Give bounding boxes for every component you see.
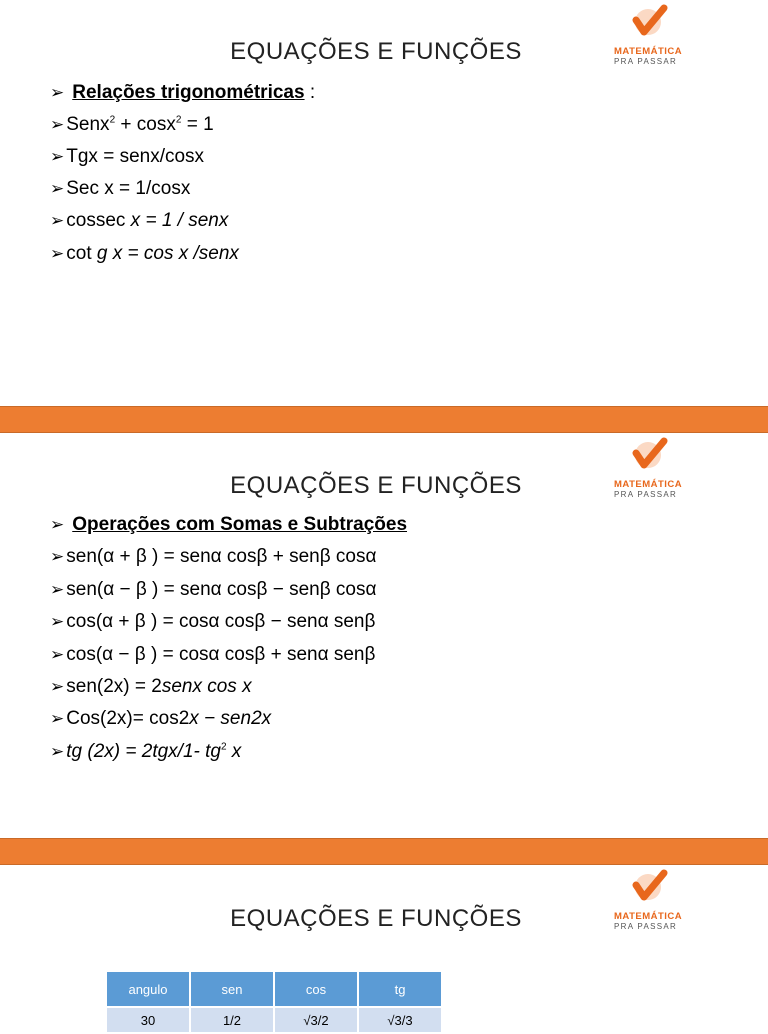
formula-italic: x = 1 / senx: [130, 210, 229, 231]
list-item: [50, 676, 252, 698]
logo-text-1: MATEMÁTICA: [614, 911, 683, 922]
arrow-bullet-icon: ➢: [50, 547, 65, 566]
column-header: tg: [359, 972, 441, 1006]
heading-text: Relações trigonométricas: [72, 82, 305, 103]
table-row: [107, 1008, 441, 1032]
list-item: [50, 210, 228, 232]
list-item: [50, 178, 190, 200]
formula-text: cos(α − β ) = cosα cosβ + senα senβ: [66, 644, 376, 665]
formula-italic: g x = cos x /senx: [96, 243, 239, 264]
arrow-bullet-icon: ➢: [50, 677, 65, 696]
slide-title: EQUAÇÕES E FUNÇÕES: [230, 905, 522, 932]
list-item: [50, 146, 204, 168]
heading-text: Operações com Somas e Subtrações: [72, 514, 408, 535]
formula-text: Cos(2x)= cos2: [66, 708, 190, 729]
logo: [606, 435, 698, 505]
column-header: angulo: [107, 972, 189, 1006]
formula-italic: tg (2x) = 2tgx/1- tg: [66, 741, 221, 762]
slide-title: EQUAÇÕES E FUNÇÕES: [230, 38, 522, 65]
slide-3: [0, 865, 768, 1028]
table-cell: √3/2: [275, 1008, 357, 1032]
formula-text: sen(α + β ) = senα cosβ + senβ cosα: [66, 546, 377, 567]
check-mark-icon: [606, 867, 698, 911]
superscript: 2: [109, 114, 116, 126]
formula-text: sen(α − β ) = senα cosβ − senβ cosα: [66, 579, 377, 600]
formula-text: Tgx = senx/cosx: [66, 146, 205, 167]
formula-text: cot: [66, 243, 97, 264]
formula-text: + cosx: [115, 114, 176, 135]
formula-text: sen(2x) = 2: [66, 676, 162, 697]
logo-text-2: PRA PASSAR: [614, 57, 678, 66]
heading-suffix: :: [304, 82, 316, 103]
arrow-bullet-icon: ➢: [50, 709, 65, 728]
heading-item: [50, 82, 315, 104]
list-item: [50, 611, 375, 633]
list-item: [50, 708, 271, 730]
formula-text: cossec: [66, 210, 131, 231]
formula-italic: x: [226, 741, 242, 762]
table-cell: √3/3: [359, 1008, 441, 1032]
logo: [606, 867, 698, 937]
table-cell: 30: [107, 1008, 189, 1032]
logo-text-2: PRA PASSAR: [614, 922, 678, 931]
formula-italic: x − sen2x: [189, 708, 272, 729]
arrow-bullet-icon: ➢: [50, 179, 65, 198]
logo-text-1: MATEMÁTICA: [614, 46, 683, 57]
formula-text: Sec x = 1/cosx: [66, 178, 191, 199]
heading-item: [50, 514, 407, 536]
slide-title: EQUAÇÕES E FUNÇÕES: [230, 472, 522, 499]
formula-text: Senx: [66, 114, 110, 135]
slide-divider: [0, 838, 768, 865]
logo: [606, 2, 698, 72]
arrow-bullet-icon: ➢: [50, 115, 65, 134]
arrow-bullet-icon: ➢: [50, 580, 65, 599]
list-item: [50, 243, 239, 265]
arrow-bullet-icon: ➢: [50, 147, 65, 166]
list-item: [50, 579, 376, 601]
slide-1: [0, 0, 768, 406]
logo-text-1: MATEMÁTICA: [614, 479, 683, 490]
table-header-row: [107, 972, 441, 1006]
slide-divider: [0, 406, 768, 433]
list-item: [50, 114, 214, 136]
arrow-bullet-icon: ➢: [50, 515, 65, 534]
logo-text-2: PRA PASSAR: [614, 490, 678, 499]
check-mark-icon: [606, 435, 698, 479]
column-header: cos: [275, 972, 357, 1006]
check-mark-icon: [606, 2, 698, 46]
formula-text: = 1: [181, 114, 214, 135]
superscript: 2: [220, 741, 227, 753]
list-item: [50, 546, 376, 568]
arrow-bullet-icon: ➢: [50, 612, 65, 631]
formula-italic: senx cos x: [161, 676, 252, 697]
superscript: 2: [175, 114, 182, 126]
arrow-bullet-icon: ➢: [50, 645, 65, 664]
arrow-bullet-icon: ➢: [50, 83, 65, 102]
arrow-bullet-icon: ➢: [50, 244, 65, 263]
list-item: [50, 741, 241, 763]
arrow-bullet-icon: ➢: [50, 211, 65, 230]
formula-text: cos(α + β ) = cosα cosβ − senα senβ: [66, 611, 376, 632]
column-header: sen: [191, 972, 273, 1006]
trig-values-table: [105, 970, 443, 1034]
table-cell: 1/2: [191, 1008, 273, 1032]
list-item: [50, 644, 375, 666]
arrow-bullet-icon: ➢: [50, 742, 65, 761]
slide-2: [0, 433, 768, 838]
